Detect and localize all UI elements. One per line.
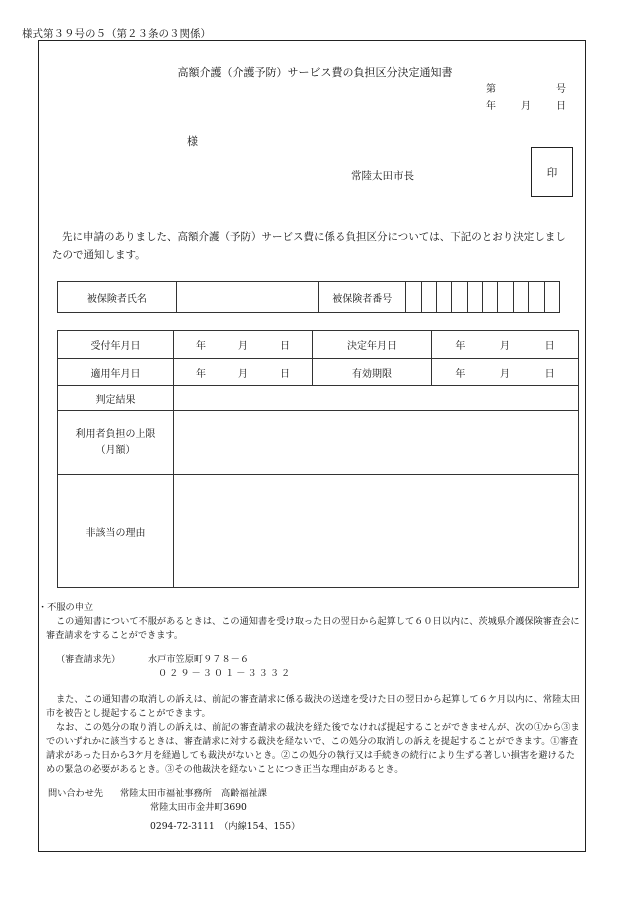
- reason-field[interactable]: [174, 475, 579, 588]
- judgment-label: 判定結果: [58, 386, 174, 411]
- appeal-destination-address: 水戸市笠原町９７８－６: [148, 654, 250, 665]
- insured-number-label: 被保険者番号: [319, 282, 406, 313]
- day-unit: 日: [280, 368, 290, 380]
- addressee-suffix: 様: [187, 135, 198, 148]
- appeal-section: [38, 601, 584, 834]
- insured-table: [57, 281, 560, 313]
- year-unit: 年: [455, 341, 466, 352]
- day-unit: 日: [544, 368, 555, 380]
- appeal-destination-phone: ０２９－３０１－３３３２: [158, 668, 293, 679]
- limit-label-line1: 利用者負担の上限: [75, 428, 156, 440]
- day-unit: 日: [280, 341, 290, 352]
- seal-box: [531, 147, 573, 197]
- insured-name-field[interactable]: [176, 282, 318, 313]
- judgment-field[interactable]: [174, 386, 579, 411]
- insured-number-digit[interactable]: [513, 282, 528, 313]
- insured-number-digit[interactable]: [529, 282, 544, 313]
- appeal-paragraph-2: また、この通知書の取消しの訴えは、前記の審査請求に係る裁決の送達を受けた日の翌日から起算して６ケ月以内に、常陸太田市を被告とし提起することができます。: [46, 694, 580, 719]
- insured-number-digit[interactable]: [421, 282, 436, 313]
- applied-date-label: 適用年月日: [58, 359, 174, 386]
- received-date-field[interactable]: [174, 331, 313, 359]
- appeal-heading: ・不服の申立: [38, 602, 94, 613]
- month-unit: 月: [238, 368, 248, 380]
- insured-number-digit[interactable]: [467, 282, 482, 313]
- number-suffix: 号: [556, 84, 566, 95]
- decision-table: [57, 330, 579, 588]
- date-month: 月: [521, 101, 531, 112]
- appeal-destination-label: （審査請求先）: [56, 654, 121, 665]
- limit-label-line2: （月額）: [95, 444, 136, 456]
- number-label: 第: [486, 84, 496, 95]
- insured-number-digit[interactable]: [437, 282, 452, 313]
- insured-number-digit[interactable]: [498, 282, 513, 313]
- insured-number-digit[interactable]: [483, 282, 498, 313]
- valid-until-label: 有効期限: [313, 359, 432, 386]
- decided-date-field[interactable]: [432, 331, 579, 359]
- date-year: 年: [486, 101, 496, 112]
- appeal-paragraph-3: なお、この処分の取り消しの訴えは、前記の審査請求の裁決を経た後でなければ提起することができませんが、次の①から③までのいずれかに該当するときは、審査請求に対する裁決を経ないで、この処分の取消しの訴えを提起することができます。①審査請求があった日から3ケ月を経過しても裁決がないとき。②この処分の執行又は手続きの続行により生ずる著しい損害を避けるための緊急の必要があるとき。③その他裁決を経ないことにつき正当な理由があるとき。: [46, 722, 580, 775]
- day-unit: 日: [544, 341, 555, 352]
- inquiry-department: 常陸太田市福祉事務所 高齢福祉課: [120, 788, 267, 799]
- year-unit: 年: [455, 368, 466, 380]
- decided-date-label: 決定年月日: [313, 331, 432, 359]
- seal-label: 印: [546, 166, 558, 179]
- insured-number-digit[interactable]: [544, 282, 559, 313]
- valid-until-field[interactable]: [432, 359, 579, 386]
- limit-field[interactable]: [174, 411, 579, 475]
- appeal-paragraph-1: この通知書について不服があるときは、この通知書を受け取った日の翌日から起算して６０日以内に、茨城県介護保険審査会に審査請求をすることができます。: [46, 616, 580, 641]
- month-unit: 月: [499, 341, 510, 352]
- intro-text: 先に申請のありました、高額介護（予防）サービス費に係る負担区分については、下記のとおり決定しましたので通知します。: [52, 231, 566, 261]
- insured-number-digit[interactable]: [452, 282, 467, 313]
- inquiry-label: 問い合わせ先: [48, 788, 104, 799]
- year-unit: 年: [196, 368, 206, 380]
- document-title: 高額介護（介護予防）サービス費の負担区分決定通知書: [177, 66, 453, 79]
- date-day: 日: [556, 101, 566, 112]
- inquiry-phone: 0294-72-3111 （内線154、155）: [150, 821, 301, 832]
- month-unit: 月: [238, 341, 248, 352]
- reason-label: 非該当の理由: [58, 475, 174, 588]
- issuer-name: 常陸太田市長: [351, 170, 414, 182]
- month-unit: 月: [499, 368, 510, 380]
- year-unit: 年: [196, 341, 206, 352]
- insured-name-label: 被保険者氏名: [58, 282, 177, 313]
- applied-date-field[interactable]: [174, 359, 313, 386]
- limit-label: [58, 411, 174, 475]
- received-date-label: 受付年月日: [58, 331, 174, 359]
- insured-number-digit[interactable]: [406, 282, 421, 313]
- inquiry-address: 常陸太田市金井町3690: [150, 802, 247, 813]
- form-header: 様式第３９号の５（第２３条の３関係）: [22, 28, 211, 40]
